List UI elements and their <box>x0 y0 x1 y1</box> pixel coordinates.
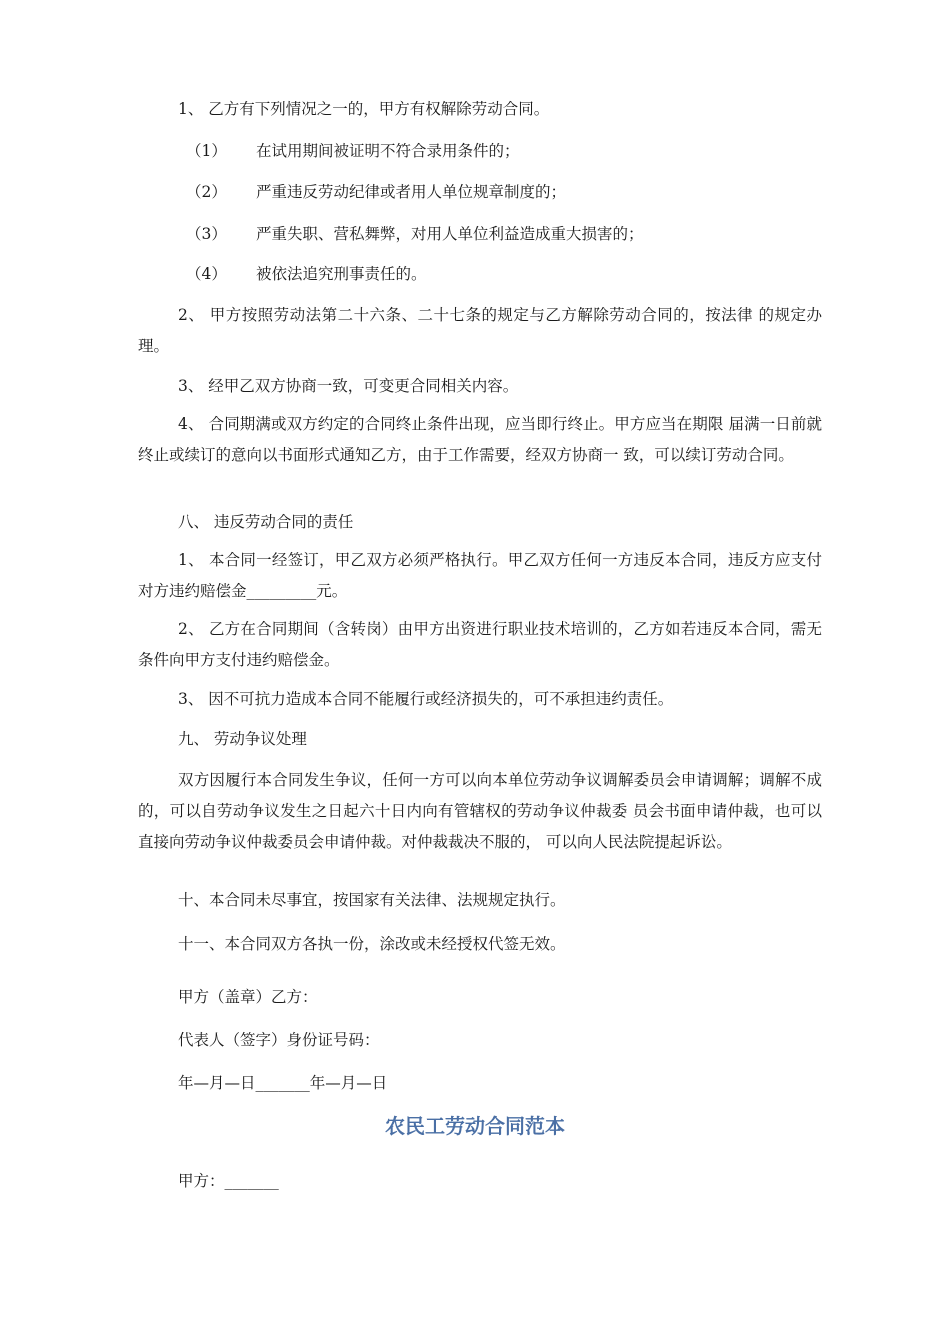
section-8-clause-1: 1、 本合同一经签订，甲乙双方必须严格执行。甲乙双方任何一方违反本合同，违反方应支付对方违约赔偿金_________元。 <box>138 551 822 600</box>
section-8-clause-2: 2、 乙方在合同期间（含转岗）由甲方出资进行职业技术培训的，乙方如若违反本合同，需无条件向甲方支付违约赔偿金。 <box>138 620 822 669</box>
section-9-body: 双方因履行本合同发生争议，任何一方可以向本单位劳动争议调解委员会申请调解；调解不成的，可以自劳动争议发生之日起六十日内向有管辖权的劳动争议仲裁委 员会书面申请仲裁，也可以直接向劳动争议仲裁委员会申请仲裁。对仲裁裁决不服的， 可以向人民法院提起诉讼。 <box>138 771 822 851</box>
signature-representative-line: 代表人（签字）身份证号码： <box>178 1031 380 1049</box>
sub-item-number: （2） <box>186 183 227 201</box>
clause-2: 2、 甲方按照劳动法第二十六条、二十七条的规定与乙方解除劳动合同的，按法律 的规定办理。 <box>138 306 822 355</box>
sub-item-text: 被依法追究刑事责任的。 <box>256 265 427 283</box>
document-title: 农民工劳动合同范本 <box>385 1114 565 1138</box>
signature-party-line: 甲方（盖章）乙方： <box>178 988 318 1006</box>
sub-item-number: （1） <box>186 142 227 160</box>
sub-item-1 <box>186 136 520 167</box>
section-9-heading: 九、 劳动争议处理 <box>178 730 307 748</box>
clause-3: 3、 经甲乙双方协商一致，可变更合同相关内容。 <box>178 377 519 395</box>
clause-4: 4、 合同期满或双方约定的合同终止条件出现，应当即行终止。甲方应当在期限 届满一日前就终止或续订的意向以书面形式通知乙方，由于工作需要，经双方协商一 致，可以续订劳动合同。 <box>138 415 822 464</box>
section-10: 十、本合同未尽事宜，按国家有关法律、法规规定执行。 <box>178 891 566 909</box>
sub-item-number: （4） <box>186 265 227 283</box>
sub-item-text: 严重违反劳动纪律或者用人单位规章制度的； <box>256 183 567 201</box>
signature-date-line: 年—月—日_______年—月—日 <box>178 1074 388 1092</box>
sub-item-text: 严重失职、营私舞弊，对用人单位利益造成重大损害的； <box>256 225 644 243</box>
party-a-line: 甲方：_______ <box>178 1172 279 1190</box>
clause-1: 1、 乙方有下列情况之一的，甲方有权解除劳动合同。 <box>178 100 550 118</box>
sub-item-text: 在试用期间被证明不符合录用条件的； <box>256 142 520 160</box>
sub-item-3 <box>186 219 644 250</box>
sub-item-4 <box>186 259 427 290</box>
section-8-clause-3: 3、 因不可抗力造成本合同不能履行或经济损失的，可不承担违约责任。 <box>178 690 674 708</box>
section-8-heading: 八、 违反劳动合同的责任 <box>178 513 354 531</box>
sub-item-number: （3） <box>186 225 227 243</box>
section-11: 十一、本合同双方各执一份，涂改或未经授权代签无效。 <box>178 935 566 953</box>
sub-item-2 <box>186 177 566 208</box>
